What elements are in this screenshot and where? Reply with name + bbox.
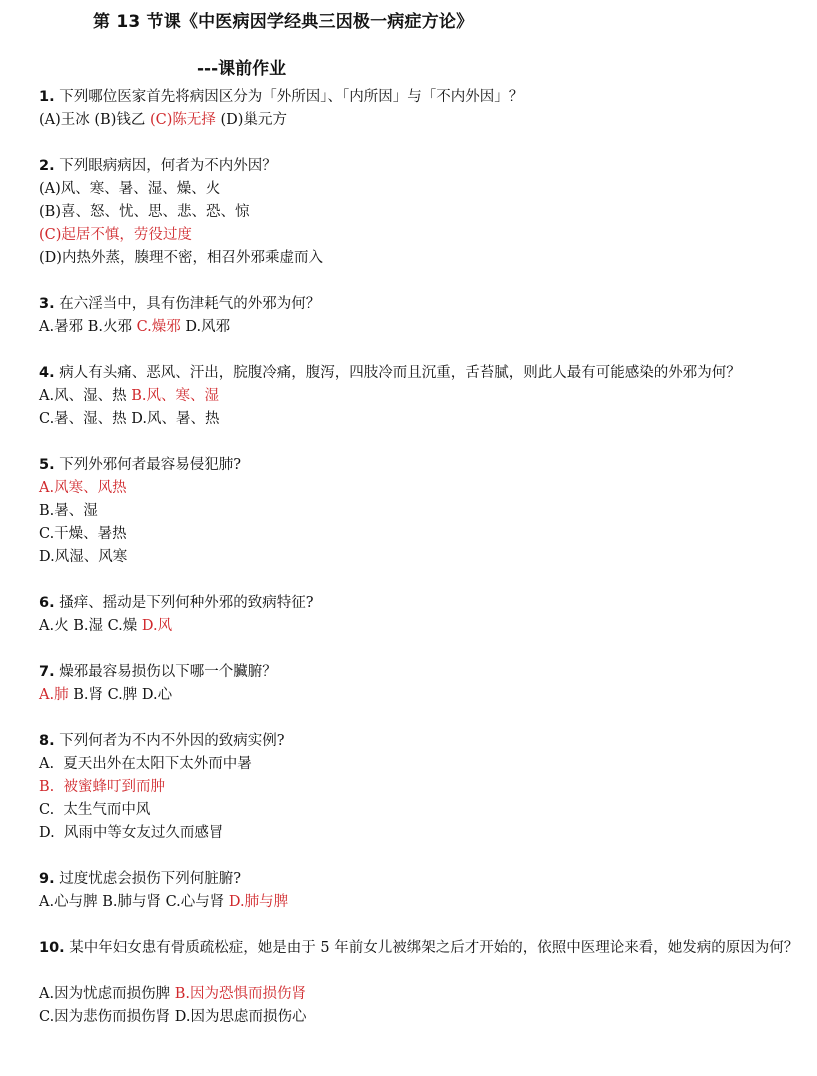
- option-text: (D)巢元方: [215, 112, 287, 128]
- option-text: A.暑邪 B.火邪: [39, 319, 137, 335]
- question-text: [39, 155, 799, 178]
- question-text: [39, 661, 799, 684]
- question-text: [39, 868, 799, 891]
- answer-option: (C)陈无择: [149, 112, 216, 128]
- question-number: 6.: [39, 595, 55, 611]
- question-spacer: [39, 270, 799, 293]
- option-line: [39, 684, 799, 707]
- question-number: 1.: [39, 89, 55, 105]
- question-number: 10.: [39, 940, 65, 956]
- question-6: [39, 592, 799, 638]
- question-spacer: [39, 638, 799, 661]
- question-number: 7.: [39, 664, 55, 680]
- answer-option: A.肺: [39, 687, 69, 703]
- document-subtitle: ---课前作业: [197, 59, 287, 79]
- answer-option: D.肺与脾: [228, 894, 289, 910]
- answer-option: B. 被蜜蜂叮到而肿: [39, 779, 165, 795]
- question-number: 5.: [39, 457, 55, 473]
- option-text: C.暑、湿、热 D.风、暑、热: [39, 411, 220, 427]
- option-text: A.火 B.湿 C.燥: [39, 618, 142, 634]
- question-spacer: [39, 339, 799, 362]
- option-text: A. 夏天出外在太阳下太外而中暑: [39, 756, 252, 772]
- question-2: [39, 155, 799, 270]
- answer-option: D.风: [141, 618, 173, 634]
- option-line: [39, 615, 799, 638]
- option-line: [39, 546, 799, 569]
- question-spacer: [39, 845, 799, 868]
- question-prompt: 某中年妇女患有骨质疏松症，她是由于 5 年前女儿被绑架之后才开始的，依照中医理论来看，她发病的原因为何？: [64, 940, 799, 956]
- question-4: [39, 362, 799, 431]
- option-line: [39, 753, 799, 776]
- document-title: 第 13 节课《中医病因学经典三因极一病症方论》: [93, 12, 474, 32]
- question-text: [39, 293, 799, 316]
- question-prompt: 过度忧虑会损伤下列何脏腑?: [54, 871, 241, 887]
- question-5: [39, 454, 799, 569]
- question-8: [39, 730, 799, 845]
- question-prompt: 燥邪最容易损伤以下哪一个臟腑？: [54, 664, 277, 680]
- answer-option: (C)起居不慎，劳役过度: [39, 227, 192, 243]
- answer-option: B.因为恐惧而损伤肾: [174, 986, 306, 1002]
- question-text: [39, 937, 799, 960]
- option-text: (A)风、寒、暑、湿、燥、火: [39, 181, 221, 197]
- question-prompt: 下列何者为不内不外因的致病实例?: [54, 733, 285, 749]
- question-prompt: 搔痒、摇动是下列何种外邪的致病特征?: [54, 595, 314, 611]
- question-text: [39, 730, 799, 753]
- question-text: [39, 454, 799, 477]
- option-line: [39, 385, 799, 408]
- option-line: [39, 983, 799, 1006]
- question-prompt: 下列眼病病因，何者为不内外因？: [54, 158, 277, 174]
- option-line: [39, 316, 799, 339]
- option-line: [39, 224, 799, 247]
- option-line: [39, 960, 799, 983]
- option-text: B.肾 C.脾 D.心: [68, 687, 173, 703]
- option-text: (D)内热外蒸，腠理不密，相召外邪乘虚而入: [39, 250, 323, 266]
- option-text: B.暑、湿: [39, 503, 98, 519]
- question-text: [39, 86, 799, 109]
- option-text: D. 风雨中等女友过久而感冒: [39, 825, 224, 841]
- question-1: [39, 86, 799, 132]
- question-number: 9.: [39, 871, 55, 887]
- answer-option: A.风寒、风热: [39, 480, 127, 496]
- question-spacer: [39, 569, 799, 592]
- option-text: C. 太生气而中风: [39, 802, 151, 818]
- question-number: 4.: [39, 365, 55, 381]
- option-line: [39, 799, 799, 822]
- answer-option: B.风、寒、湿: [131, 388, 219, 404]
- question-prompt: 下列哪位医家首先将病因区分为「外所因」、「内所因」与「不内外因」？: [54, 89, 524, 105]
- option-text: A.风、湿、热: [39, 388, 132, 404]
- question-prompt: 下列外邪何者最容易侵犯肺?: [54, 457, 241, 473]
- option-line: [39, 822, 799, 845]
- option-line: [39, 776, 799, 799]
- option-text: D.风邪: [180, 319, 231, 335]
- option-line: [39, 500, 799, 523]
- option-line: [39, 201, 799, 224]
- question-list: [39, 86, 799, 1029]
- question-spacer: [39, 914, 799, 937]
- question-text: [39, 362, 799, 385]
- option-line: [39, 178, 799, 201]
- question-10: [39, 937, 799, 1029]
- option-line: [39, 477, 799, 500]
- question-spacer: [39, 707, 799, 730]
- question-7: [39, 661, 799, 707]
- question-prompt: 病人有头痛、恶风、汗出，脘腹冷痛，腹泻，四肢冷而且沉重，舌苔腻，则此人最有可能感染的外邪为何？: [54, 365, 741, 381]
- question-9: [39, 868, 799, 914]
- question-spacer: [39, 132, 799, 155]
- option-text: (B)喜、怒、忧、思、悲、恐、惊: [39, 204, 250, 220]
- question-text: [39, 592, 799, 615]
- option-line: [39, 109, 799, 132]
- option-text: C.因为悲伤而损伤肾 D.因为思虑而损伤心: [39, 1009, 307, 1025]
- option-text: (A)王冰 (B)钱乙: [39, 112, 150, 128]
- question-spacer: [39, 431, 799, 454]
- question-number: 3.: [39, 296, 55, 312]
- option-text: A.心与脾 B.肺与肾 C.心与肾: [39, 894, 229, 910]
- option-text: C.干燥、暑热: [39, 526, 127, 542]
- answer-option: C.燥邪: [136, 319, 181, 335]
- option-line: [39, 408, 799, 431]
- option-text: A.因为忧虑而损伤脾: [39, 986, 175, 1002]
- option-line: [39, 891, 799, 914]
- question-number: 2.: [39, 158, 55, 174]
- question-3: [39, 293, 799, 339]
- option-text: D.风湿、风寒: [39, 549, 128, 565]
- question-number: 8.: [39, 733, 55, 749]
- option-line: [39, 523, 799, 546]
- option-line: [39, 247, 799, 270]
- option-line: [39, 1006, 799, 1029]
- question-prompt: 在六淫当中，具有伤津耗气的外邪为何？: [54, 296, 321, 312]
